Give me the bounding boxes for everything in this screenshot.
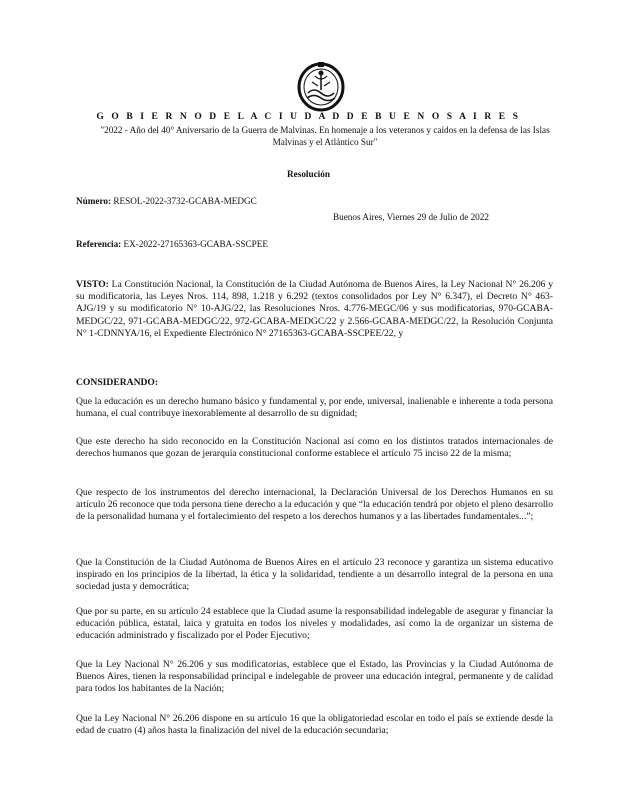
city-coat-of-arms-icon bbox=[296, 60, 346, 112]
government-title: G O B I E R N O D E L A C I U D A D D E B U E N O S A I R E S bbox=[96, 112, 521, 122]
visto-text: La Constitución Nacional, la Constitución de la Ciudad Autónoma de Buenos Aires, la Ley Nacional N° 26.206 y su modificatoria, las Leyes Nros. 114, 898, 1.218 y 6.292 (textos consolidados por Ley N° 6.347), el Decreto N° 463-AJG/19 y su modificatorio N° 10-AJG/22, las Resoluciones Nros. 4.776-MEGC/06 y sus modificatorias, 970-GCABA-MEDGC/22, 971-GCABA-MEDGC/22, 972-GCABA-MEDGC/22 y 2.566-GCABA-MEDGC/22, la Resolución Conjunta N° 1-CDNNYA/16, el Expediente Electrónico N° 27165363-GCABA-SSCPEE/22, y bbox=[76, 279, 553, 339]
year-motto: "2022 - Año del 40° Aniversario de la Guerra de Malvinas. En homenaje a los veteranos y caídos en la defensa de las Islas Malvinas y el Atlántico Sur" bbox=[100, 125, 550, 147]
considerando-paragraph: Que la Ley Nacional N° 26.206 y sus modificatorias, establece que el Estado, las Provincias y la Ciudad Autónoma de Buenos Aires, tienen la responsabilidad principal e indelegable de proveer una educación integral, permanente y de calidad para todos los habitantes de la Nación; bbox=[76, 659, 553, 695]
number-value: RESOL-2022-3732-GCABA-MEDGC bbox=[113, 196, 257, 206]
considerando-paragraph: Que este derecho ha sido reconocido en la Constitución Nacional así como en los distintos tratados internacionales de derechos humanos que gozan de jerarquía constitucional conforme establece el artículo 75 inciso 22 de la misma; bbox=[76, 436, 553, 460]
visto-paragraph bbox=[76, 279, 553, 340]
number-label: Número: bbox=[76, 196, 112, 206]
considerando-paragraph: Que la Ley Nacional N° 26.206 dispone en su artículo 16 que la obligatoriedad escolar en todo el país se extiende desde la edad de cuatro (4) años hasta la finalización del nivel de la educación secundaria; bbox=[76, 713, 553, 737]
visto-label: VISTO: bbox=[76, 279, 109, 290]
considerando-paragraph: Que por su parte, en su artículo 24 establece que la Ciudad asume la responsabilidad indelegable de asegurar y financiar la educación pública, estatal, laica y gratuita en todos los niveles y modalidades, así como la de organizar un sistema de educación administrado y fiscalizado por el Poder Ejecutivo; bbox=[76, 606, 553, 642]
document-type: Resolución bbox=[287, 169, 330, 179]
considerando-paragraph: Que la educación es un derecho humano básico y fundamental y, por ende, universal, inalienable e inherente a toda persona humana, el cual contribuye inexorablemente al desarrollo de su dignidad; bbox=[76, 396, 553, 420]
considerando-paragraph: Que respecto de los instrumentos del derecho internacional, la Declaración Universal de los Derechos Humanos en su artículo 26 reconoce que toda persona tiene derecho a la educación y que “la educación tendrá por objeto el pleno desarrollo de la personalidad humana y el fortalecimiento del respeto a los derechos humanos y a las libertades fundamentales...”; bbox=[76, 487, 553, 523]
reference-label: Referencia: bbox=[76, 239, 122, 249]
reference bbox=[76, 239, 268, 249]
resolution-number bbox=[76, 196, 257, 206]
place-date: Buenos Aires, Viernes 29 de Julio de 2022 bbox=[333, 212, 489, 222]
reference-value: EX-2022-27165363-GCABA-SSCPEE bbox=[123, 239, 268, 249]
considerando-heading: CONSIDERANDO: bbox=[76, 377, 159, 388]
considerando-paragraph: Que la Constitución de la Ciudad Autónoma de Buenos Aires en el artículo 23 reconoce y garantiza un sistema educativo inspirado en los principios de la libertad, la ética y la solidaridad, tendiente a un desarrollo integral de la persona en una sociedad justa y democrática; bbox=[76, 557, 553, 593]
